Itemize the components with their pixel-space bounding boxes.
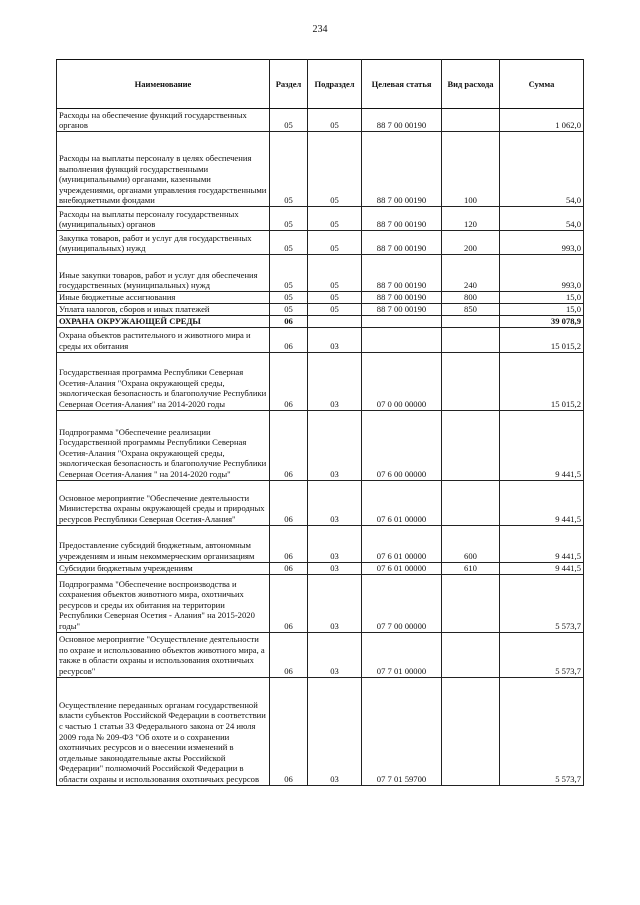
cell-sum: 9 441,5 <box>500 562 584 574</box>
cell-expense-type <box>442 677 500 785</box>
table-row <box>57 327 584 352</box>
cell-subsection: 05 <box>308 255 362 292</box>
cell-expense-type <box>442 327 500 352</box>
table-row <box>57 632 584 677</box>
cell-name: Государственная программа Республики Северная Осетия-Алания "Охрана окружающей среды, экологическая безопасность и благополучие Республики Северная Осетия-Алания" на 2014-2020 годы <box>57 352 270 410</box>
cell-sum: 54,0 <box>500 132 584 207</box>
cell-name: Расходы на выплаты персоналу в целях обеспечения выполнения функций государственными (муниципальными) органами, казенными учреждениями, органами управления государственными внебюджетными фондами <box>57 132 270 207</box>
cell-sum: 993,0 <box>500 255 584 292</box>
cell-expense-type: 850 <box>442 304 500 316</box>
header-subsection: Подраздел <box>308 60 362 109</box>
table-header-row <box>57 60 584 109</box>
cell-target-article: 07 0 00 00000 <box>362 352 442 410</box>
cell-target-article: 88 7 00 00190 <box>362 207 442 231</box>
cell-subsection: 03 <box>308 480 362 525</box>
cell-sum: 9 441,5 <box>500 410 584 480</box>
cell-section: 05 <box>270 231 308 255</box>
cell-section: 05 <box>270 109 308 132</box>
table-row <box>57 410 584 480</box>
cell-expense-type <box>442 315 500 327</box>
cell-sum: 5 573,7 <box>500 632 584 677</box>
page-number: 234 <box>312 24 328 35</box>
table-row <box>57 207 584 231</box>
cell-subsection: 03 <box>308 562 362 574</box>
cell-section: 06 <box>270 562 308 574</box>
cell-target-article: 88 7 00 00190 <box>362 231 442 255</box>
cell-section: 05 <box>270 304 308 316</box>
cell-sum: 5 573,7 <box>500 677 584 785</box>
cell-name: Субсидии бюджетным учреждениям <box>57 562 270 574</box>
cell-name: Уплата налогов, сборов и иных платежей <box>57 304 270 316</box>
cell-target-article: 07 7 00 00000 <box>362 574 442 632</box>
cell-target-article: 88 7 00 00190 <box>362 109 442 132</box>
header-expense-type: Вид расхода <box>442 60 500 109</box>
cell-expense-type: 240 <box>442 255 500 292</box>
cell-sum: 5 573,7 <box>500 574 584 632</box>
cell-section: 06 <box>270 410 308 480</box>
cell-section: 06 <box>270 574 308 632</box>
cell-expense-type: 610 <box>442 562 500 574</box>
cell-subsection: 03 <box>308 327 362 352</box>
cell-target-article: 07 7 01 00000 <box>362 632 442 677</box>
cell-section: 06 <box>270 315 308 327</box>
cell-expense-type: 200 <box>442 231 500 255</box>
header-target-article: Целевая статья <box>362 60 442 109</box>
cell-target-article: 07 6 01 00000 <box>362 525 442 562</box>
table-row <box>57 231 584 255</box>
cell-sum: 1 062,0 <box>500 109 584 132</box>
table-row <box>57 132 584 207</box>
cell-subsection: 05 <box>308 132 362 207</box>
cell-name: Иные закупки товаров, работ и услуг для обеспечения государственных (муниципальных) нужд <box>57 255 270 292</box>
cell-target-article: 07 6 01 00000 <box>362 562 442 574</box>
cell-name: Иные бюджетные ассигнования <box>57 292 270 304</box>
cell-expense-type <box>442 109 500 132</box>
cell-expense-type <box>442 632 500 677</box>
cell-name: Подпрограмма "Обеспечение реализации Государственной программы Республики Северная Осетия-Алания "Охрана окружающей среды, экологическая безопасность и благополучие Республики Северная Осетия-Алания " на 2014-2020 годы" <box>57 410 270 480</box>
cell-sum: 39 078,9 <box>500 315 584 327</box>
table-row <box>57 480 584 525</box>
cell-name: Основное мероприятие "Осуществление деятельности по охране и использованию объектов животного мира, а также в области охраны и использования охотничьих ресурсов" <box>57 632 270 677</box>
cell-subsection: 05 <box>308 304 362 316</box>
header-name: Наименование <box>57 60 270 109</box>
cell-expense-type <box>442 480 500 525</box>
header-section: Раздел <box>270 60 308 109</box>
cell-expense-type: 800 <box>442 292 500 304</box>
cell-target-article: 07 7 01 59700 <box>362 677 442 785</box>
cell-section: 06 <box>270 677 308 785</box>
cell-expense-type <box>442 410 500 480</box>
cell-subsection: 03 <box>308 525 362 562</box>
table-row <box>57 562 584 574</box>
table-row <box>57 109 584 132</box>
cell-sum: 993,0 <box>500 231 584 255</box>
cell-section: 05 <box>270 132 308 207</box>
cell-sum: 15 015,2 <box>500 327 584 352</box>
cell-section: 06 <box>270 352 308 410</box>
table-row <box>57 304 584 316</box>
cell-target-article: 07 6 00 00000 <box>362 410 442 480</box>
cell-sum: 54,0 <box>500 207 584 231</box>
cell-target-article: 88 7 00 00190 <box>362 132 442 207</box>
cell-name: Расходы на выплаты персоналу государственных (муниципальных) органов <box>57 207 270 231</box>
cell-name: Охрана объектов растительного и животного мира и среды их обитания <box>57 327 270 352</box>
table-row <box>57 352 584 410</box>
cell-section: 06 <box>270 480 308 525</box>
cell-subsection: 05 <box>308 109 362 132</box>
cell-expense-type <box>442 352 500 410</box>
cell-expense-type: 100 <box>442 132 500 207</box>
cell-target-article: 88 7 00 00190 <box>362 292 442 304</box>
cell-target-article <box>362 327 442 352</box>
cell-name: Предоставление субсидий бюджетным, автономным учреждениям и иным некоммерческим организациям <box>57 525 270 562</box>
cell-section: 06 <box>270 525 308 562</box>
cell-sum: 9 441,5 <box>500 525 584 562</box>
cell-sum: 15,0 <box>500 292 584 304</box>
cell-section: 06 <box>270 632 308 677</box>
cell-target-article: 88 7 00 00190 <box>362 304 442 316</box>
cell-section: 05 <box>270 207 308 231</box>
cell-name: Осуществление переданных органам государственной власти субъектов Российской Федерации в соответствии с частью 1 статьи 33 Федерального закона от 24 июля 2009 года № 209-ФЗ "Об охоте и о сохранении охотничьих ресурсов и о внесении изменений в отдельные законодательные акты Российской Федерации" полномочий Российской Федерации в области охраны и использования охотничьих ресурсов <box>57 677 270 785</box>
cell-sum: 15 015,2 <box>500 352 584 410</box>
table-row <box>57 574 584 632</box>
cell-sum: 9 441,5 <box>500 480 584 525</box>
cell-expense-type: 120 <box>442 207 500 231</box>
table-row <box>57 292 584 304</box>
budget-table <box>56 59 584 786</box>
table-row <box>57 677 584 785</box>
table-row <box>57 315 584 327</box>
cell-name: Основное мероприятие "Обеспечение деятельности Министерства охраны окружающей среды и природных ресурсов Республики Северная Осетия-Алания" <box>57 480 270 525</box>
cell-target-article: 07 6 01 00000 <box>362 480 442 525</box>
cell-name: Подпрограмма "Обеспечение воспроизводства и сохранения объектов животного мира, охотничьих ресурсов и среды их обитания на территории Республики Северная Осетия - Алания" на 2015-2020 годы" <box>57 574 270 632</box>
cell-name: Закупка товаров, работ и услуг для государственных (муниципальных) нужд <box>57 231 270 255</box>
cell-subsection: 03 <box>308 410 362 480</box>
cell-section: 06 <box>270 327 308 352</box>
cell-subsection: 03 <box>308 677 362 785</box>
cell-subsection: 03 <box>308 632 362 677</box>
cell-subsection: 03 <box>308 574 362 632</box>
cell-section: 05 <box>270 292 308 304</box>
cell-target-article: 88 7 00 00190 <box>362 255 442 292</box>
table-row <box>57 525 584 562</box>
cell-subsection: 05 <box>308 231 362 255</box>
cell-target-article <box>362 315 442 327</box>
cell-name: ОХРАНА ОКРУЖАЮЩЕЙ СРЕДЫ <box>57 315 270 327</box>
cell-sum: 15,0 <box>500 304 584 316</box>
cell-expense-type: 600 <box>442 525 500 562</box>
header-sum: Сумма <box>500 60 584 109</box>
cell-expense-type <box>442 574 500 632</box>
cell-subsection: 03 <box>308 352 362 410</box>
cell-name: Расходы на обеспечение функций государственных органов <box>57 109 270 132</box>
cell-subsection: 05 <box>308 207 362 231</box>
cell-section: 05 <box>270 255 308 292</box>
table-row <box>57 255 584 292</box>
cell-subsection <box>308 315 362 327</box>
cell-subsection: 05 <box>308 292 362 304</box>
